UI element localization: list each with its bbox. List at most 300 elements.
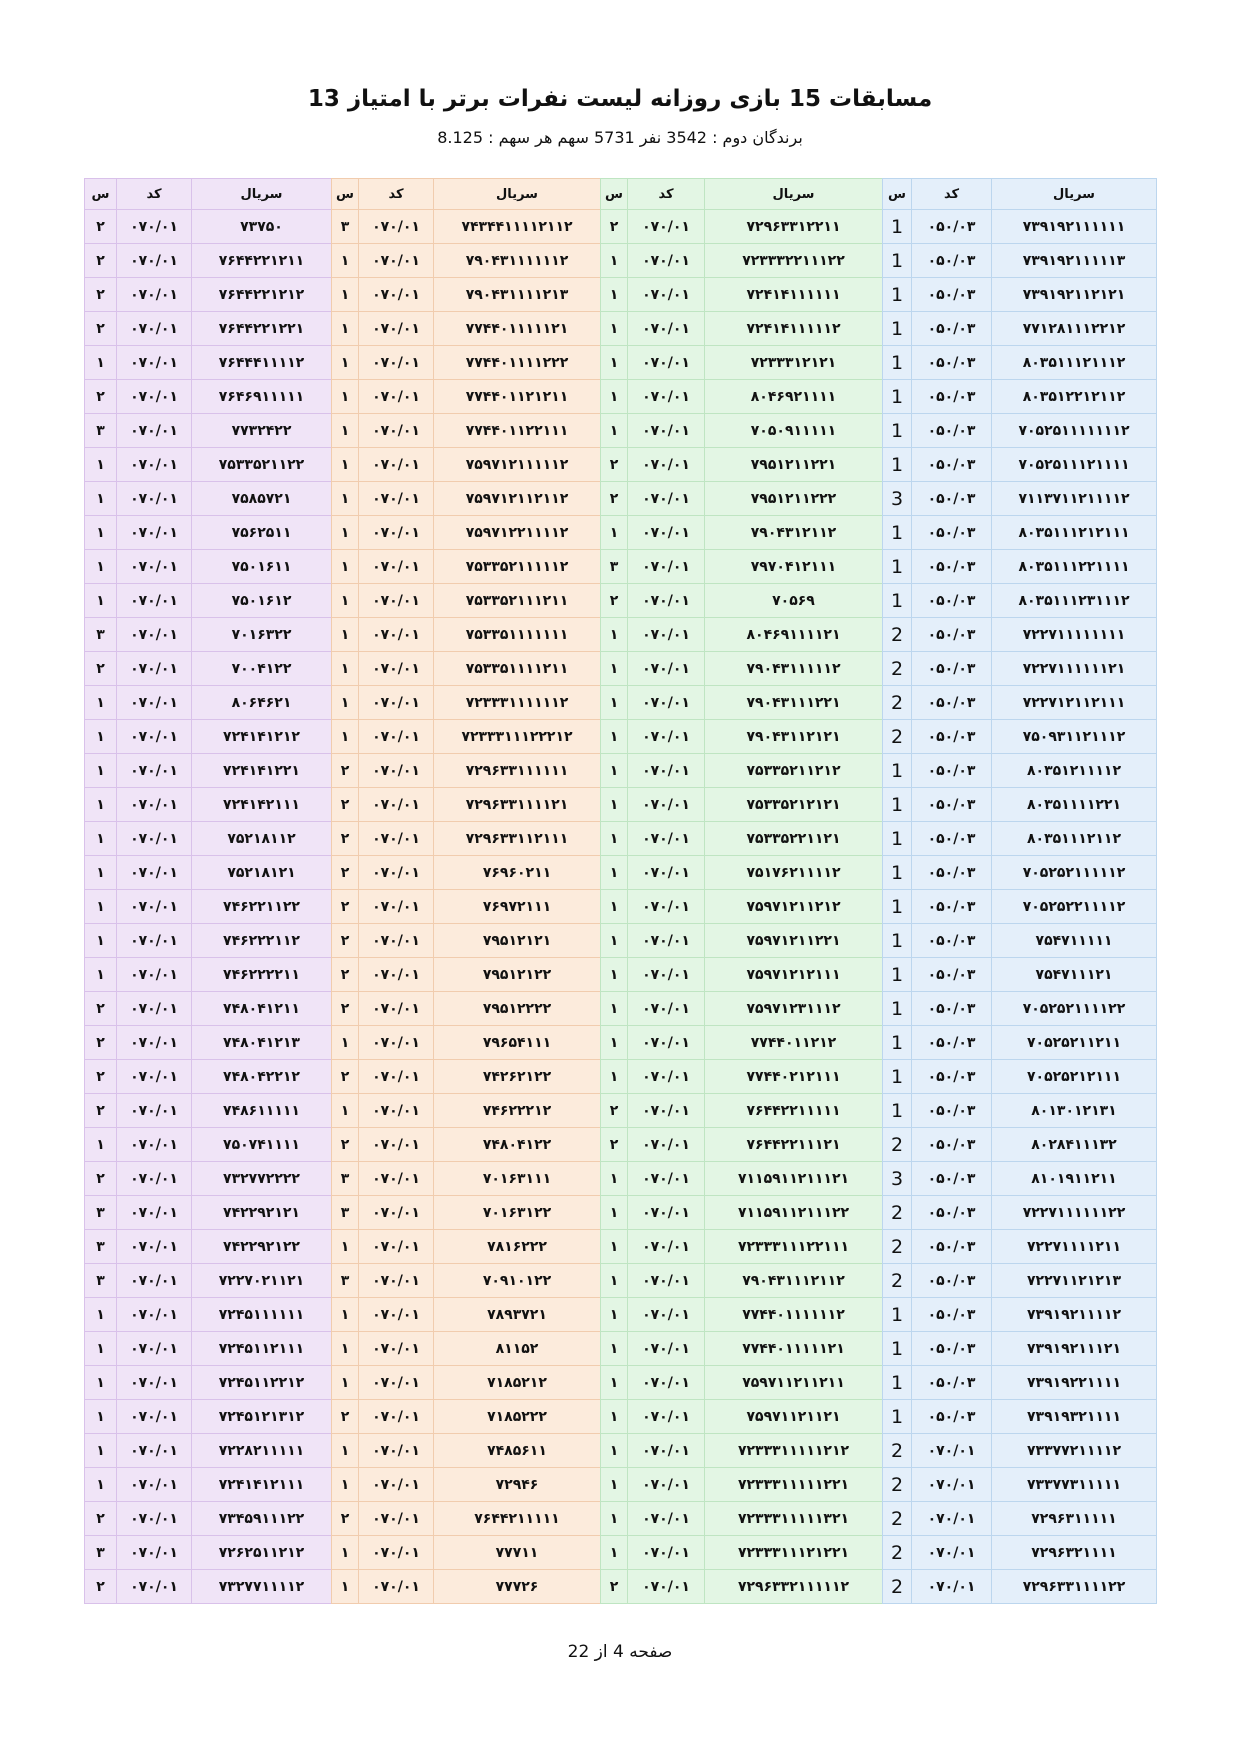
serial-cell: ۷۲۳۳۳۱۱۱۲۲۱۱۱ bbox=[705, 1230, 883, 1264]
count-cell: ۱ bbox=[332, 1332, 359, 1366]
count-cell: ۲ bbox=[85, 244, 117, 278]
code-cell: ۰۷۰/۰۱ bbox=[628, 516, 705, 550]
count-cell: 1 bbox=[883, 1060, 912, 1094]
code-cell: ۰۷۰/۰۱ bbox=[628, 1060, 705, 1094]
serial-cell: ۷۷۴۴۰۱۱۲۲۱۱۱ bbox=[434, 414, 601, 448]
count-cell: ۲ bbox=[332, 924, 359, 958]
count-cell: ۲ bbox=[85, 312, 117, 346]
code-cell: ۰۷۰/۰۱ bbox=[359, 550, 434, 584]
code-cell: ۰۷۰/۰۱ bbox=[117, 1570, 192, 1604]
count-cell: ۱ bbox=[332, 346, 359, 380]
count-cell: ۱ bbox=[601, 1434, 628, 1468]
serial-cell: ۸۱۱۵۲ bbox=[434, 1332, 601, 1366]
serial-cell: ۷۹۰۴۳۱۱۱۲۲۱ bbox=[705, 686, 883, 720]
code-cell: ۰۷۰/۰۱ bbox=[628, 788, 705, 822]
code-cell: ۰۵۰/۰۳ bbox=[912, 1400, 992, 1434]
count-cell: ۲ bbox=[85, 1060, 117, 1094]
code-cell: ۰۵۰/۰۳ bbox=[912, 210, 992, 244]
count-cell: ۱ bbox=[332, 1468, 359, 1502]
serial-cell: ۷۲۴۱۴۱۲۱۲ bbox=[192, 720, 332, 754]
code-cell: ۰۷۰/۰۱ bbox=[117, 1060, 192, 1094]
serial-cell: ۷۲۳۳۳۱۱۱۲۲۲۱۲ bbox=[434, 720, 601, 754]
serial-cell: ۷۷۱۲۸۱۱۱۲۲۱۲ bbox=[992, 312, 1157, 346]
count-cell: 1 bbox=[883, 1366, 912, 1400]
count-cell: ۱ bbox=[85, 1366, 117, 1400]
code-cell: ۰۷۰/۰۱ bbox=[359, 822, 434, 856]
count-cell: ۱ bbox=[332, 1366, 359, 1400]
serial-cell: ۷۲۲۷۱۲۱۱۲۱۱۱ bbox=[992, 686, 1157, 720]
code-cell: ۰۷۰/۰۱ bbox=[628, 1162, 705, 1196]
count-cell: ۱ bbox=[332, 618, 359, 652]
serial-cell: ۷۲۹۶۳۲۱۱۱۱ bbox=[992, 1536, 1157, 1570]
count-cell: 1 bbox=[883, 346, 912, 380]
serial-cell: ۷۴۸۰۴۱۲۱۳ bbox=[192, 1026, 332, 1060]
table-row bbox=[85, 924, 1157, 958]
table-row bbox=[85, 516, 1157, 550]
serial-cell: ۷۵۹۷۱۱۲۱۱۲۱ bbox=[705, 1400, 883, 1434]
code-cell: ۰۷۰/۰۱ bbox=[359, 448, 434, 482]
code-cell: ۰۵۰/۰۳ bbox=[912, 414, 992, 448]
code-cell: ۰۷۰/۰۱ bbox=[117, 312, 192, 346]
code-cell: ۰۷۰/۰۱ bbox=[359, 414, 434, 448]
serial-cell: ۷۰۱۶۳۱۲۲ bbox=[434, 1196, 601, 1230]
serial-cell: ۷۲۴۱۴۱۱۱۱۱۱ bbox=[705, 278, 883, 312]
serial-cell: ۷۹۵۱۲۱۲۲ bbox=[434, 958, 601, 992]
count-cell: ۱ bbox=[85, 754, 117, 788]
count-cell: ۳ bbox=[85, 1230, 117, 1264]
serial-cell: ۷۳۹۱۹۲۲۱۱۱۱ bbox=[992, 1366, 1157, 1400]
count-cell: 1 bbox=[883, 822, 912, 856]
table-row bbox=[85, 1400, 1157, 1434]
serial-cell: ۷۵۰۱۶۱۱ bbox=[192, 550, 332, 584]
code-cell: ۰۷۰/۰۱ bbox=[117, 1162, 192, 1196]
serial-cell: ۷۲۴۱۴۱۲۲۱ bbox=[192, 754, 332, 788]
count-cell: ۲ bbox=[332, 958, 359, 992]
serial-cell: ۷۵۰۷۴۱۱۱۱ bbox=[192, 1128, 332, 1162]
count-cell: ۱ bbox=[332, 516, 359, 550]
results-table bbox=[84, 178, 1157, 1604]
serial-cell: ۷۳۹۱۹۳۲۱۱۱۱ bbox=[992, 1400, 1157, 1434]
code-cell: ۰۷۰/۰۱ bbox=[359, 1434, 434, 1468]
count-cell: ۱ bbox=[332, 312, 359, 346]
count-cell: 1 bbox=[883, 1400, 912, 1434]
serial-cell: ۷۳۹۱۹۲۱۱۱۲۱ bbox=[992, 1332, 1157, 1366]
count-cell: 1 bbox=[883, 312, 912, 346]
serial-cell: ۷۶۴۴۲۲۱۲۱۱ bbox=[192, 244, 332, 278]
serial-cell: ۷۷۳۲۴۲۲ bbox=[192, 414, 332, 448]
code-cell: ۰۷۰/۰۱ bbox=[359, 1060, 434, 1094]
count-cell: ۱ bbox=[601, 278, 628, 312]
count-cell: ۱ bbox=[601, 244, 628, 278]
count-cell: ۱ bbox=[85, 1128, 117, 1162]
code-cell: ۰۷۰/۰۱ bbox=[359, 1332, 434, 1366]
serial-cell: ۷۲۹۴۶ bbox=[434, 1468, 601, 1502]
code-cell: ۰۷۰/۰۱ bbox=[628, 312, 705, 346]
code-cell: ۰۷۰/۰۱ bbox=[628, 856, 705, 890]
serial-cell: ۷۰۵۶۹ bbox=[705, 584, 883, 618]
count-cell: 1 bbox=[883, 1298, 912, 1332]
table-row bbox=[85, 550, 1157, 584]
code-header: کد bbox=[359, 179, 434, 210]
code-cell: ۰۷۰/۰۱ bbox=[117, 890, 192, 924]
count-cell: ۱ bbox=[601, 1298, 628, 1332]
count-cell: ۱ bbox=[85, 822, 117, 856]
count-cell: ۱ bbox=[601, 516, 628, 550]
serial-cell: ۷۴۲۲۹۲۱۲۱ bbox=[192, 1196, 332, 1230]
code-cell: ۰۷۰/۰۱ bbox=[628, 380, 705, 414]
table-row bbox=[85, 312, 1157, 346]
code-cell: ۰۷۰/۰۱ bbox=[628, 1196, 705, 1230]
serial-cell: ۷۵۳۳۵۲۱۱۲۱۲ bbox=[705, 754, 883, 788]
serial-cell: ۸۰۳۵۱۱۱۲۲۱۱۱۱ bbox=[992, 550, 1157, 584]
serial-cell: ۷۴۸۰۴۱۲۲ bbox=[434, 1128, 601, 1162]
code-cell: ۰۷۰/۰۱ bbox=[117, 448, 192, 482]
code-cell: ۰۷۰/۰۱ bbox=[628, 754, 705, 788]
code-cell: ۰۷۰/۰۱ bbox=[359, 1400, 434, 1434]
serial-cell: ۷۹۵۱۲۲۲۲ bbox=[434, 992, 601, 1026]
serial-cell: ۷۳۲۷۷۲۲۲۲ bbox=[192, 1162, 332, 1196]
code-cell: ۰۷۰/۰۱ bbox=[628, 1502, 705, 1536]
count-cell: ۱ bbox=[85, 958, 117, 992]
serial-cell: ۷۴۶۲۲۱۱۲۲ bbox=[192, 890, 332, 924]
code-cell: ۰۷۰/۰۱ bbox=[359, 1094, 434, 1128]
count-cell: ۱ bbox=[601, 1332, 628, 1366]
count-cell: 2 bbox=[883, 1570, 912, 1604]
serial-cell: ۷۱۸۵۲۱۲ bbox=[434, 1366, 601, 1400]
code-cell: ۰۷۰/۰۱ bbox=[628, 822, 705, 856]
code-cell: ۰۷۰/۰۱ bbox=[117, 482, 192, 516]
count-cell: ۱ bbox=[601, 312, 628, 346]
code-cell: ۰۷۰/۰۱ bbox=[359, 856, 434, 890]
code-cell: ۰۷۰/۰۱ bbox=[912, 1434, 992, 1468]
table-row bbox=[85, 1536, 1157, 1570]
code-cell: ۰۷۰/۰۱ bbox=[628, 958, 705, 992]
serial-cell: ۷۲۲۷۱۱۱۱۱۱۲۱ bbox=[992, 652, 1157, 686]
page-title: مسابقات 15 بازی روزانه لیست نفرات برتر با امتیاز 13 bbox=[307, 86, 933, 112]
code-cell: ۰۵۰/۰۳ bbox=[912, 1060, 992, 1094]
serial-cell: ۷۷۴۴۰۱۱۱۱۲۲۲ bbox=[434, 346, 601, 380]
code-cell: ۰۷۰/۰۱ bbox=[117, 1468, 192, 1502]
serial-cell: ۷۵۹۷۱۲۱۱۲۲۱ bbox=[705, 924, 883, 958]
count-cell: ۲ bbox=[85, 1570, 117, 1604]
table-row bbox=[85, 1060, 1157, 1094]
count-cell: 1 bbox=[883, 414, 912, 448]
count-cell: 2 bbox=[883, 1536, 912, 1570]
code-cell: ۰۷۰/۰۱ bbox=[628, 1468, 705, 1502]
serial-cell: ۷۳۴۵۹۱۱۱۲۲ bbox=[192, 1502, 332, 1536]
code-cell: ۰۷۰/۰۱ bbox=[359, 346, 434, 380]
code-cell: ۰۷۰/۰۱ bbox=[359, 1366, 434, 1400]
count-cell: ۱ bbox=[332, 1570, 359, 1604]
serial-cell: ۷۰۵۲۵۲۱۱۲۱۱ bbox=[992, 1026, 1157, 1060]
code-cell: ۰۷۰/۰۱ bbox=[359, 618, 434, 652]
serial-cell: ۷۹۰۴۳۱۱۱۱۲۱۳ bbox=[434, 278, 601, 312]
count-cell: ۲ bbox=[332, 1128, 359, 1162]
count-cell: ۱ bbox=[601, 1060, 628, 1094]
code-cell: ۰۷۰/۰۱ bbox=[628, 278, 705, 312]
count-cell: ۱ bbox=[332, 1026, 359, 1060]
count-cell: ۱ bbox=[85, 924, 117, 958]
code-cell: ۰۷۰/۰۱ bbox=[628, 482, 705, 516]
table-row bbox=[85, 1128, 1157, 1162]
code-cell: ۰۷۰/۰۱ bbox=[628, 1434, 705, 1468]
code-cell: ۰۷۰/۰۱ bbox=[628, 584, 705, 618]
count-cell: ۲ bbox=[85, 992, 117, 1026]
count-cell: ۲ bbox=[601, 1128, 628, 1162]
code-header: کد bbox=[912, 179, 992, 210]
count-cell: ۱ bbox=[85, 1298, 117, 1332]
code-cell: ۰۷۰/۰۱ bbox=[628, 1128, 705, 1162]
table-row bbox=[85, 1264, 1157, 1298]
count-cell: ۱ bbox=[601, 890, 628, 924]
count-cell: ۳ bbox=[332, 1196, 359, 1230]
code-cell: ۰۵۰/۰۳ bbox=[912, 788, 992, 822]
page-subtitle: برندگان دوم : 3542 نفر 5731 سهم هر سهم : 8.125 bbox=[437, 128, 803, 147]
code-cell: ۰۵۰/۰۳ bbox=[912, 822, 992, 856]
serial-header: سریال bbox=[434, 179, 601, 210]
serial-cell: ۷۵۹۷۱۲۲۱۱۱۱۲ bbox=[434, 516, 601, 550]
serial-cell: ۷۲۳۳۳۱۱۱۱۱۲۱۲ bbox=[705, 1434, 883, 1468]
count-cell: ۱ bbox=[332, 380, 359, 414]
count-cell: ۱ bbox=[85, 346, 117, 380]
table-row bbox=[85, 244, 1157, 278]
count-cell: 1 bbox=[883, 584, 912, 618]
serial-cell: ۷۹۵۱۲۱۲۱ bbox=[434, 924, 601, 958]
count-cell: ۱ bbox=[332, 1434, 359, 1468]
count-cell: ۳ bbox=[85, 1536, 117, 1570]
code-cell: ۰۷۰/۰۱ bbox=[912, 1570, 992, 1604]
code-cell: ۰۵۰/۰۳ bbox=[912, 924, 992, 958]
code-cell: ۰۷۰/۰۱ bbox=[628, 890, 705, 924]
code-cell: ۰۷۰/۰۱ bbox=[628, 448, 705, 482]
serial-cell: ۷۲۴۵۱۲۱۳۱۲ bbox=[192, 1400, 332, 1434]
table-row bbox=[85, 788, 1157, 822]
count-cell: ۲ bbox=[85, 1094, 117, 1128]
code-cell: ۰۵۰/۰۳ bbox=[912, 856, 992, 890]
count-cell: ۱ bbox=[601, 1502, 628, 1536]
serial-cell: ۷۷۷۱۱ bbox=[434, 1536, 601, 1570]
count-cell: ۱ bbox=[332, 482, 359, 516]
count-cell: 2 bbox=[883, 1128, 912, 1162]
serial-cell: ۸۰۴۶۹۱۱۱۱۲۱ bbox=[705, 618, 883, 652]
table-row bbox=[85, 618, 1157, 652]
code-cell: ۰۵۰/۰۳ bbox=[912, 958, 992, 992]
count-cell: ۳ bbox=[332, 1264, 359, 1298]
code-cell: ۰۷۰/۰۱ bbox=[628, 1570, 705, 1604]
serial-cell: ۷۶۹۶۰۲۱۱ bbox=[434, 856, 601, 890]
serial-cell: ۸۰۳۵۱۱۱۲۱۱۱۲ bbox=[992, 346, 1157, 380]
code-cell: ۰۷۰/۰۱ bbox=[628, 1094, 705, 1128]
code-cell: ۰۷۰/۰۱ bbox=[628, 346, 705, 380]
table-row bbox=[85, 822, 1157, 856]
table-row bbox=[85, 890, 1157, 924]
code-cell: ۰۷۰/۰۱ bbox=[359, 1128, 434, 1162]
serial-cell: ۷۷۴۴۰۱۱۱۱۱۲۱ bbox=[705, 1332, 883, 1366]
count-cell: 2 bbox=[883, 1434, 912, 1468]
count-header: س bbox=[601, 179, 628, 210]
code-cell: ۰۷۰/۰۱ bbox=[359, 652, 434, 686]
count-cell: 2 bbox=[883, 618, 912, 652]
count-cell: 1 bbox=[883, 856, 912, 890]
code-cell: ۰۷۰/۰۱ bbox=[117, 652, 192, 686]
serial-cell: ۷۶۴۴۴۱۱۱۱۲ bbox=[192, 346, 332, 380]
count-cell: ۱ bbox=[601, 856, 628, 890]
serial-cell: ۷۱۱۵۹۱۱۲۱۱۱۲۱ bbox=[705, 1162, 883, 1196]
code-cell: ۰۷۰/۰۱ bbox=[117, 1434, 192, 1468]
code-cell: ۰۵۰/۰۳ bbox=[912, 1298, 992, 1332]
count-cell: ۲ bbox=[332, 1060, 359, 1094]
serial-cell: ۷۹۷۰۴۱۲۱۱۱ bbox=[705, 550, 883, 584]
count-cell: ۱ bbox=[332, 448, 359, 482]
serial-cell: ۷۹۰۴۳۱۱۱۲۱۱۲ bbox=[705, 1264, 883, 1298]
serial-cell: ۷۲۶۲۵۱۱۲۱۲ bbox=[192, 1536, 332, 1570]
count-header: س bbox=[332, 179, 359, 210]
serial-cell: ۷۷۴۴۰۱۱۲۱۲۱۱ bbox=[434, 380, 601, 414]
code-cell: ۰۷۰/۰۱ bbox=[912, 1502, 992, 1536]
code-cell: ۰۷۰/۰۱ bbox=[117, 210, 192, 244]
count-cell: ۲ bbox=[601, 1094, 628, 1128]
count-cell: 2 bbox=[883, 686, 912, 720]
code-cell: ۰۵۰/۰۳ bbox=[912, 1264, 992, 1298]
code-cell: ۰۵۰/۰۳ bbox=[912, 652, 992, 686]
table-row bbox=[85, 686, 1157, 720]
code-cell: ۰۷۰/۰۱ bbox=[117, 1298, 192, 1332]
serial-cell: ۷۳۹۱۹۲۱۱۱۱۲ bbox=[992, 1298, 1157, 1332]
count-cell: ۲ bbox=[332, 754, 359, 788]
serial-cell: ۷۲۹۶۳۳۱۲۲۱۱ bbox=[705, 210, 883, 244]
count-cell: 2 bbox=[883, 1196, 912, 1230]
code-cell: ۰۵۰/۰۳ bbox=[912, 686, 992, 720]
code-cell: ۰۷۰/۰۱ bbox=[628, 1264, 705, 1298]
code-cell: ۰۷۰/۰۱ bbox=[117, 754, 192, 788]
count-cell: ۱ bbox=[601, 1366, 628, 1400]
serial-cell: ۷۶۴۴۲۲۱۱۱۲۱ bbox=[705, 1128, 883, 1162]
code-cell: ۰۷۰/۰۱ bbox=[117, 1196, 192, 1230]
code-cell: ۰۷۰/۰۱ bbox=[117, 788, 192, 822]
table-row bbox=[85, 652, 1157, 686]
code-cell: ۰۷۰/۰۱ bbox=[117, 686, 192, 720]
serial-cell: ۸۰۲۸۴۱۱۱۳۲ bbox=[992, 1128, 1157, 1162]
serial-cell: ۷۵۲۱۸۱۲۱ bbox=[192, 856, 332, 890]
count-cell: ۲ bbox=[332, 890, 359, 924]
serial-cell: ۷۲۹۶۳۳۱۱۱۱۲۱ bbox=[434, 788, 601, 822]
serial-cell: ۷۵۹۷۱۲۱۱۲۱۱۲ bbox=[434, 482, 601, 516]
count-cell: ۲ bbox=[332, 1400, 359, 1434]
serial-cell: ۷۲۲۸۲۱۱۱۱۱ bbox=[192, 1434, 332, 1468]
count-cell: ۲ bbox=[601, 482, 628, 516]
code-cell: ۰۷۰/۰۱ bbox=[628, 618, 705, 652]
serial-cell: ۷۲۳۳۳۱۱۱۲۱۲۲۱ bbox=[705, 1536, 883, 1570]
code-cell: ۰۷۰/۰۱ bbox=[359, 1230, 434, 1264]
code-cell: ۰۷۰/۰۱ bbox=[117, 516, 192, 550]
count-cell: ۱ bbox=[601, 720, 628, 754]
count-cell: ۱ bbox=[601, 788, 628, 822]
count-cell: 3 bbox=[883, 482, 912, 516]
count-cell: ۱ bbox=[332, 1536, 359, 1570]
serial-cell: ۷۶۴۴۲۲۱۲۲۱ bbox=[192, 312, 332, 346]
count-cell: ۳ bbox=[85, 1264, 117, 1298]
serial-cell: ۷۵۶۲۵۱۱ bbox=[192, 516, 332, 550]
code-cell: ۰۷۰/۰۱ bbox=[117, 856, 192, 890]
serial-cell: ۷۲۴۱۴۱۲۱۱۱ bbox=[192, 1468, 332, 1502]
table-row bbox=[85, 482, 1157, 516]
code-header: کد bbox=[117, 179, 192, 210]
serial-cell: ۷۳۹۱۹۲۱۱۲۱۲۱ bbox=[992, 278, 1157, 312]
code-cell: ۰۷۰/۰۱ bbox=[117, 278, 192, 312]
serial-cell: ۷۰۵۰۹۱۱۱۱۱ bbox=[705, 414, 883, 448]
code-cell: ۰۷۰/۰۱ bbox=[359, 482, 434, 516]
code-cell: ۰۷۰/۰۱ bbox=[117, 1536, 192, 1570]
count-cell: ۱ bbox=[601, 1400, 628, 1434]
table-row bbox=[85, 1196, 1157, 1230]
serial-cell: ۷۲۴۱۴۱۱۱۱۱۲ bbox=[705, 312, 883, 346]
table-row bbox=[85, 1468, 1157, 1502]
serial-cell: ۷۲۳۳۳۱۲۱۲۱ bbox=[705, 346, 883, 380]
code-cell: ۰۷۰/۰۱ bbox=[117, 1400, 192, 1434]
code-cell: ۰۷۰/۰۱ bbox=[117, 1026, 192, 1060]
serial-cell: ۷۰۵۲۵۲۲۱۱۱۱۲ bbox=[992, 890, 1157, 924]
count-cell: ۱ bbox=[601, 346, 628, 380]
serial-cell: ۷۶۴۴۲۲۱۱۱۱۱ bbox=[705, 1094, 883, 1128]
count-cell: ۲ bbox=[601, 1570, 628, 1604]
count-cell: ۱ bbox=[601, 924, 628, 958]
serial-cell: ۷۲۴۱۴۲۱۱۱ bbox=[192, 788, 332, 822]
count-cell: ۱ bbox=[601, 1162, 628, 1196]
code-cell: ۰۷۰/۰۱ bbox=[628, 1366, 705, 1400]
code-cell: ۰۷۰/۰۱ bbox=[359, 1026, 434, 1060]
code-cell: ۰۵۰/۰۳ bbox=[912, 482, 992, 516]
page-number: صفحه 4 از 22 bbox=[567, 1642, 673, 1662]
code-cell: ۰۵۰/۰۳ bbox=[912, 1128, 992, 1162]
count-cell: ۱ bbox=[85, 788, 117, 822]
code-cell: ۰۷۰/۰۱ bbox=[628, 1298, 705, 1332]
table-row bbox=[85, 346, 1157, 380]
serial-cell: ۷۰۵۲۵۱۱۱۱۱۱۱۲ bbox=[992, 414, 1157, 448]
serial-cell: ۷۹۵۱۲۱۱۲۲۲ bbox=[705, 482, 883, 516]
table-row bbox=[85, 380, 1157, 414]
count-cell: 2 bbox=[883, 1264, 912, 1298]
serial-cell: ۷۴۶۲۲۲۱۲ bbox=[434, 1094, 601, 1128]
count-cell: 1 bbox=[883, 788, 912, 822]
serial-cell: ۷۲۴۵۱۱۱۱۱۱ bbox=[192, 1298, 332, 1332]
serial-cell: ۸۰۳۵۱۱۱۲۳۱۱۱۲ bbox=[992, 584, 1157, 618]
table-row bbox=[85, 1230, 1157, 1264]
code-cell: ۰۷۰/۰۱ bbox=[117, 992, 192, 1026]
serial-cell: ۷۴۶۲۲۲۲۱۱ bbox=[192, 958, 332, 992]
serial-cell: ۷۳۹۱۹۲۱۱۱۱۱۱ bbox=[992, 210, 1157, 244]
code-cell: ۰۷۰/۰۱ bbox=[117, 1502, 192, 1536]
count-cell: ۲ bbox=[85, 380, 117, 414]
serial-header: سریال bbox=[992, 179, 1157, 210]
code-cell: ۰۷۰/۰۱ bbox=[117, 550, 192, 584]
count-cell: ۱ bbox=[85, 550, 117, 584]
serial-cell: ۷۰۵۲۵۲۱۱۱۱۲۲ bbox=[992, 992, 1157, 1026]
serial-cell: ۷۷۷۲۶ bbox=[434, 1570, 601, 1604]
code-cell: ۰۷۰/۰۱ bbox=[912, 1536, 992, 1570]
code-cell: ۰۷۰/۰۱ bbox=[117, 1230, 192, 1264]
code-cell: ۰۷۰/۰۱ bbox=[628, 1332, 705, 1366]
code-cell: ۰۷۰/۰۱ bbox=[117, 1366, 192, 1400]
count-cell: 1 bbox=[883, 210, 912, 244]
count-cell: ۲ bbox=[332, 822, 359, 856]
code-cell: ۰۵۰/۰۳ bbox=[912, 1230, 992, 1264]
count-cell: 2 bbox=[883, 1502, 912, 1536]
serial-cell: ۷۶۴۶۹۱۱۱۱۱ bbox=[192, 380, 332, 414]
code-cell: ۰۵۰/۰۳ bbox=[912, 754, 992, 788]
code-cell: ۰۷۰/۰۱ bbox=[359, 312, 434, 346]
serial-cell: ۷۹۰۴۳۱۱۲۱۲۱ bbox=[705, 720, 883, 754]
code-header: کد bbox=[628, 179, 705, 210]
